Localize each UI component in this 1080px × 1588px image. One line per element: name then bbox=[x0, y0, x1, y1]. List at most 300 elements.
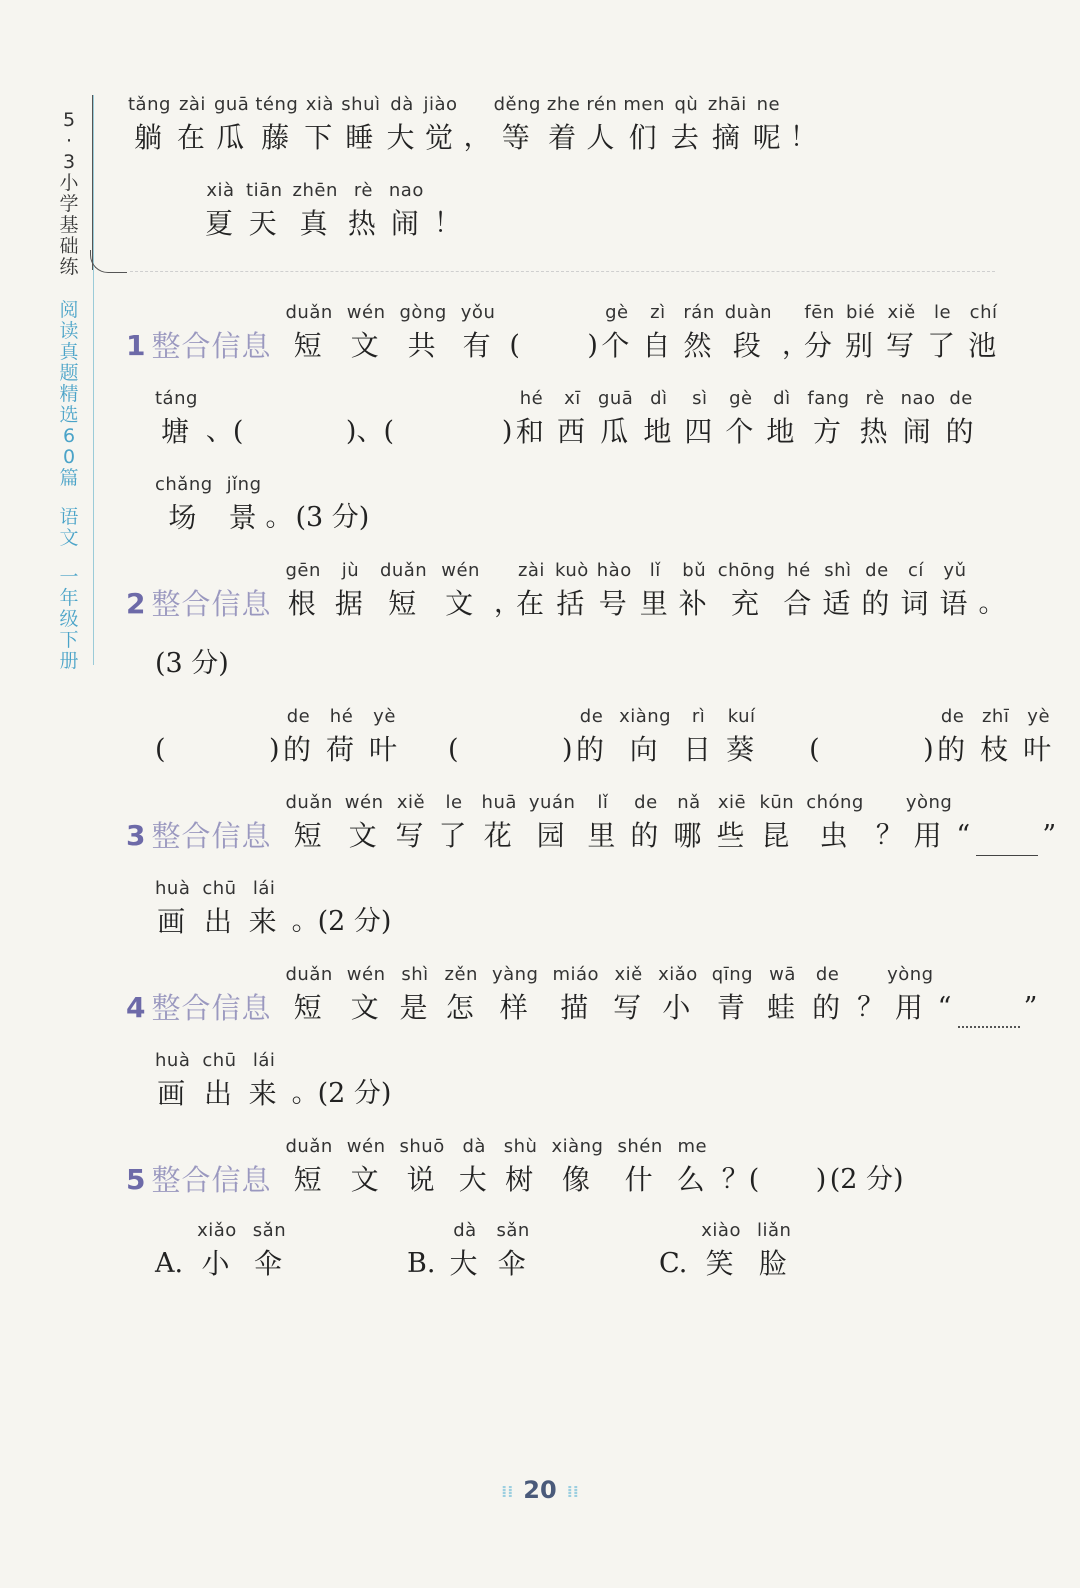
punctuation: 。 bbox=[978, 588, 1006, 619]
ruby-char bbox=[939, 558, 970, 624]
hanzi: 躺 bbox=[133, 121, 165, 154]
pinyin: yòng bbox=[905, 792, 953, 813]
ruby-char bbox=[341, 92, 380, 158]
pinyin: sǎn bbox=[252, 1220, 287, 1241]
question-score: (3 分) bbox=[155, 648, 229, 679]
question-1-line-3 bbox=[155, 472, 369, 538]
hanzi: 在 bbox=[515, 587, 547, 620]
punctuation: “ bbox=[937, 992, 952, 1023]
hanzi: 小 bbox=[662, 991, 694, 1024]
pinyin: kūn bbox=[759, 792, 795, 813]
ruby-char bbox=[725, 386, 756, 452]
hanzi: 短 bbox=[293, 329, 325, 362]
ruby-char bbox=[673, 790, 704, 856]
pinyin: nao bbox=[388, 180, 424, 201]
hanzi: 等 bbox=[501, 121, 533, 154]
pinyin: chí bbox=[969, 302, 998, 323]
hanzi: 里 bbox=[587, 819, 619, 852]
pinyin: yuán bbox=[528, 792, 576, 813]
ruby-char bbox=[155, 472, 213, 538]
sidebar-series-char bbox=[59, 553, 61, 563]
pinyin: lǐ bbox=[649, 560, 661, 581]
sidebar-series-char: 册 bbox=[59, 650, 79, 672]
ruby-char bbox=[557, 386, 588, 452]
sidebar-brand-char: 5 bbox=[62, 109, 76, 131]
pinyin: rè bbox=[353, 180, 373, 201]
hanzi: 园 bbox=[536, 819, 568, 852]
hanzi: 适 bbox=[822, 587, 854, 620]
question-4 bbox=[126, 962, 1040, 1028]
pinyin: zhī bbox=[981, 706, 1010, 727]
ruby-char bbox=[845, 300, 876, 366]
hanzi: 摘 bbox=[711, 121, 743, 154]
pinyin: shuì bbox=[341, 94, 381, 115]
question-3 bbox=[126, 790, 1058, 856]
pinyin: jù bbox=[341, 560, 360, 581]
pinyin: hào bbox=[596, 560, 632, 581]
hanzi: 蛙 bbox=[767, 991, 799, 1024]
sidebar-series-char: 精 bbox=[59, 383, 79, 405]
sidebar-divider bbox=[93, 95, 94, 665]
punctuation: 。 bbox=[291, 906, 319, 937]
hanzi: 热 bbox=[347, 207, 379, 240]
ruby-char bbox=[759, 790, 794, 856]
sidebar-series-char: 文 bbox=[59, 527, 79, 549]
hanzi: 方 bbox=[812, 415, 844, 448]
hanzi: 共 bbox=[407, 329, 439, 362]
question-number: 3 bbox=[126, 819, 146, 852]
ruby-char bbox=[677, 1134, 708, 1200]
hanzi: 充 bbox=[731, 587, 763, 620]
hanzi: 写 bbox=[886, 329, 918, 362]
sidebar-series-char: 年 bbox=[59, 587, 79, 609]
pinyin: duǎn bbox=[285, 1136, 333, 1157]
punctuation: ) bbox=[269, 734, 280, 765]
ruby-char bbox=[887, 962, 934, 1028]
hanzi: 个 bbox=[725, 415, 757, 448]
option-b[interactable] bbox=[407, 1218, 659, 1284]
pinyin: yàng bbox=[491, 964, 539, 985]
sidebar-series-char: 篇 bbox=[59, 467, 79, 489]
ruby-char bbox=[529, 790, 576, 856]
hanzi: 写 bbox=[613, 991, 645, 1024]
ruby-char bbox=[155, 876, 190, 942]
pinyin: xià bbox=[206, 180, 235, 201]
pinyin: zì bbox=[650, 302, 666, 323]
sidebar-series-char: 语 bbox=[59, 506, 79, 528]
ruby-char bbox=[683, 704, 714, 770]
sidebar-brand-char: · bbox=[65, 130, 73, 152]
pinyin: le bbox=[445, 792, 463, 813]
pinyin: nao bbox=[900, 388, 936, 409]
pinyin: xiàng bbox=[619, 706, 672, 727]
hanzi: 呢 bbox=[752, 121, 784, 154]
pinyin: wén bbox=[441, 560, 480, 581]
pinyin: lái bbox=[252, 878, 276, 899]
passage-line-1 bbox=[128, 92, 820, 158]
hanzi: 合 bbox=[783, 587, 815, 620]
hanzi: 叶 bbox=[1023, 733, 1055, 766]
pinyin: huà bbox=[155, 878, 191, 899]
hanzi: 短 bbox=[293, 819, 325, 852]
ruby-char bbox=[576, 704, 607, 770]
ruby-char bbox=[630, 790, 661, 856]
hanzi: 短 bbox=[293, 991, 325, 1024]
pinyin: dà bbox=[453, 1220, 477, 1241]
hanzi: 瓜 bbox=[600, 415, 632, 448]
pinyin: dà bbox=[462, 1136, 486, 1157]
hanzi: 景 bbox=[228, 501, 260, 534]
ruby-char bbox=[445, 962, 478, 1028]
question-score: (2 分) bbox=[829, 1164, 904, 1195]
ruby-char bbox=[155, 386, 198, 452]
pinyin: kuí bbox=[727, 706, 756, 727]
pinyin: gè bbox=[729, 388, 753, 409]
ruby-char bbox=[400, 962, 431, 1028]
pinyin: ne bbox=[756, 94, 781, 115]
hanzi: 怎 bbox=[445, 991, 477, 1024]
pinyin: wén bbox=[344, 792, 384, 813]
hanzi: 补 bbox=[678, 587, 710, 620]
punctuation: “ bbox=[956, 820, 971, 851]
hanzi: 虫 bbox=[819, 819, 851, 852]
sidebar-series-char: 选 bbox=[59, 404, 79, 426]
hanzi: 的 bbox=[937, 733, 969, 766]
ruby-char bbox=[601, 300, 632, 366]
hanzi: 文 bbox=[350, 1163, 382, 1196]
hanzi: 出 bbox=[203, 1077, 235, 1110]
hanzi: 用 bbox=[894, 991, 926, 1024]
hanzi: 热 bbox=[859, 415, 891, 448]
sidebar-series-char: 阅 bbox=[59, 299, 79, 321]
pinyin: bié bbox=[846, 302, 876, 323]
question-number: 1 bbox=[126, 329, 146, 362]
ruby-char bbox=[246, 178, 283, 244]
ruby-char bbox=[227, 472, 262, 538]
hanzi: 短 bbox=[388, 587, 420, 620]
hanzi: 括 bbox=[556, 587, 588, 620]
sidebar-brand bbox=[59, 110, 78, 278]
pinyin: qīng bbox=[711, 964, 754, 985]
section-divider bbox=[130, 271, 995, 272]
pinyin: duǎn bbox=[285, 302, 333, 323]
pinyin: rén bbox=[586, 94, 618, 115]
ruby-char bbox=[253, 1218, 286, 1284]
pinyin: lái bbox=[252, 1050, 276, 1071]
punctuation: ) bbox=[501, 416, 513, 447]
pinyin: nǎ bbox=[677, 792, 701, 813]
hanzi: 大 bbox=[449, 1247, 481, 1280]
sidebar-series-char bbox=[59, 493, 61, 503]
hanzi: 着 bbox=[548, 121, 580, 154]
sidebar-series-char: 级 bbox=[59, 608, 79, 630]
ruby-char bbox=[683, 300, 714, 366]
pinyin: yè bbox=[1027, 706, 1051, 727]
hanzi: 地 bbox=[643, 415, 675, 448]
wavy-line-mark bbox=[958, 1000, 1020, 1028]
ruby-char bbox=[623, 92, 665, 158]
question-tag: 整合信息 bbox=[151, 991, 272, 1025]
pinyin: rán bbox=[683, 302, 715, 323]
pinyin: zhāi bbox=[707, 94, 747, 115]
ruby-char bbox=[640, 558, 671, 624]
question-2-fill-in bbox=[155, 704, 1066, 770]
passage-line-2 bbox=[205, 178, 464, 244]
ruby-char bbox=[155, 1048, 190, 1114]
ruby-char bbox=[901, 386, 936, 452]
ruby-char bbox=[205, 178, 236, 244]
hanzi: 样 bbox=[499, 991, 531, 1024]
punctuation: ( bbox=[448, 734, 459, 765]
hanzi: 枝 bbox=[980, 733, 1012, 766]
hanzi: 文 bbox=[350, 329, 382, 362]
question-1-line-2 bbox=[155, 386, 987, 452]
ruby-char bbox=[597, 558, 632, 624]
question-5 bbox=[126, 1134, 904, 1200]
ruby-char bbox=[716, 790, 747, 856]
hanzi: 大 bbox=[386, 121, 418, 154]
ruby-char bbox=[347, 962, 386, 1028]
ruby-char bbox=[326, 704, 357, 770]
pinyin: tǎng bbox=[128, 94, 171, 115]
pinyin: xiě bbox=[396, 792, 426, 813]
pinyin: yè bbox=[373, 706, 396, 727]
ruby-char bbox=[552, 962, 599, 1028]
pinyin: duàn bbox=[724, 302, 773, 323]
pinyin: fēn bbox=[804, 302, 835, 323]
hanzi: 文 bbox=[445, 587, 477, 620]
pinyin: duǎn bbox=[379, 560, 428, 581]
pinyin: dì bbox=[650, 388, 668, 409]
ruby-char bbox=[718, 558, 776, 624]
ruby-char bbox=[753, 92, 784, 158]
option-a[interactable] bbox=[155, 1218, 407, 1284]
hanzi: 日 bbox=[683, 733, 715, 766]
ruby-char bbox=[396, 790, 427, 856]
ruby-char bbox=[516, 558, 547, 624]
hanzi: 了 bbox=[927, 329, 959, 362]
punctuation: ？ bbox=[875, 820, 903, 851]
pinyin: wén bbox=[346, 1136, 386, 1157]
ruby-char bbox=[586, 92, 617, 158]
pinyin: de bbox=[949, 388, 973, 409]
pinyin: shì bbox=[824, 560, 852, 581]
punctuation: )、( bbox=[345, 416, 394, 447]
underline-mark bbox=[976, 829, 1038, 856]
ruby-char bbox=[617, 1134, 662, 1200]
ruby-char bbox=[767, 962, 798, 1028]
ruby-char bbox=[197, 1218, 237, 1284]
punctuation: ) bbox=[562, 734, 573, 765]
ruby-char bbox=[613, 962, 644, 1028]
hanzi: 去 bbox=[670, 121, 702, 154]
pinyin: wén bbox=[346, 964, 386, 985]
pinyin: yǒu bbox=[460, 302, 496, 323]
option-letter: A. bbox=[155, 1248, 184, 1279]
ruby-char bbox=[946, 386, 977, 452]
pinyin: huà bbox=[155, 1050, 191, 1071]
sidebar-series-char: 真 bbox=[59, 341, 79, 363]
hanzi: 们 bbox=[628, 121, 660, 154]
ruby-char bbox=[725, 300, 772, 366]
pinyin: zhēn bbox=[292, 180, 338, 201]
punctuation: ， bbox=[493, 588, 521, 619]
hanzi: 闹 bbox=[390, 207, 422, 240]
punctuation: ” bbox=[1042, 820, 1057, 851]
hanzi: 里 bbox=[639, 587, 671, 620]
hanzi: 在 bbox=[176, 121, 208, 154]
pinyin: gēn bbox=[285, 560, 321, 581]
hanzi: 叶 bbox=[369, 733, 401, 766]
passage-bracket bbox=[92, 95, 93, 270]
sidebar-series-char: 0 bbox=[62, 446, 76, 468]
pinyin: chū bbox=[202, 1050, 237, 1071]
question-5-options bbox=[155, 1218, 807, 1284]
ruby-char bbox=[860, 386, 891, 452]
hanzi: 词 bbox=[900, 587, 932, 620]
ruby-char bbox=[286, 300, 333, 366]
ruby-char bbox=[347, 300, 386, 366]
hanzi: 花 bbox=[483, 819, 515, 852]
ruby-char bbox=[286, 790, 333, 856]
ruby-char bbox=[424, 92, 458, 158]
hanzi: 荷 bbox=[326, 733, 358, 766]
ruby-char bbox=[757, 1218, 791, 1284]
question-4-line-2 bbox=[155, 1048, 391, 1114]
punctuation: ， bbox=[782, 330, 810, 361]
punctuation: ) bbox=[923, 734, 934, 765]
punctuation: ！ bbox=[789, 122, 817, 153]
pinyin: men bbox=[623, 94, 665, 115]
punctuation: ) bbox=[587, 330, 598, 361]
hanzi: 夏 bbox=[205, 207, 237, 240]
ruby-char bbox=[679, 558, 710, 624]
hanzi: 西 bbox=[556, 415, 588, 448]
pinyin: huā bbox=[481, 792, 517, 813]
pinyin: gè bbox=[605, 302, 629, 323]
ruby-char bbox=[598, 386, 633, 452]
pinyin: cí bbox=[907, 560, 924, 581]
ruby-char bbox=[380, 558, 427, 624]
question-tag: 整合信息 bbox=[151, 1163, 272, 1197]
hanzi: 觉 bbox=[425, 121, 457, 154]
question-1 bbox=[126, 300, 1009, 366]
pinyin: téng bbox=[255, 94, 299, 115]
pinyin: jǐng bbox=[226, 474, 262, 495]
pinyin: xī bbox=[564, 388, 581, 409]
pinyin: hé bbox=[329, 706, 354, 727]
pinyin: zài bbox=[178, 94, 206, 115]
ruby-char bbox=[369, 704, 400, 770]
hanzi: 昆 bbox=[761, 819, 793, 852]
pinyin: xiē bbox=[717, 792, 747, 813]
sidebar bbox=[56, 110, 82, 672]
ruby-char bbox=[927, 300, 958, 366]
hanzi: 画 bbox=[157, 1077, 189, 1110]
option-c[interactable] bbox=[659, 1218, 807, 1284]
punctuation: ？( bbox=[721, 1164, 760, 1195]
question-2 bbox=[126, 558, 1004, 624]
ruby-char bbox=[783, 558, 814, 624]
hanzi: 用 bbox=[913, 819, 945, 852]
ruby-char bbox=[822, 558, 853, 624]
ruby-char bbox=[249, 1048, 280, 1114]
ruby-char bbox=[255, 92, 298, 158]
pinyin: xiǎo bbox=[197, 1220, 237, 1241]
pinyin: hé bbox=[787, 560, 811, 581]
hanzi: 闹 bbox=[902, 415, 934, 448]
hanzi: 文 bbox=[350, 991, 382, 1024]
ruby-char bbox=[937, 704, 968, 770]
hanzi: 号 bbox=[598, 587, 630, 620]
pinyin: xiě bbox=[887, 302, 916, 323]
pinyin: chóng bbox=[806, 792, 864, 813]
ruby-char bbox=[555, 558, 589, 624]
hanzi: 人 bbox=[586, 121, 618, 154]
hanzi: 什 bbox=[624, 1163, 656, 1196]
hanzi: 么 bbox=[676, 1163, 708, 1196]
pinyin: dà bbox=[390, 94, 414, 115]
ruby-char bbox=[482, 790, 517, 856]
pinyin: dì bbox=[773, 388, 791, 409]
ruby-char bbox=[804, 300, 835, 366]
hanzi: 分 bbox=[804, 329, 836, 362]
pinyin: wén bbox=[346, 302, 386, 323]
hanzi: 睡 bbox=[345, 121, 377, 154]
question-score: (2 分) bbox=[317, 1078, 392, 1109]
ruby-char bbox=[492, 962, 539, 1028]
ruby-char bbox=[286, 558, 321, 624]
pinyin: chōng bbox=[717, 560, 776, 581]
page-number: 20 bbox=[523, 1476, 557, 1504]
pinyin: xiě bbox=[614, 964, 643, 985]
pinyin: liǎn bbox=[756, 1220, 792, 1241]
punctuation: ！ bbox=[433, 208, 461, 239]
pinyin: chǎng bbox=[155, 474, 213, 495]
ruby-char bbox=[304, 92, 335, 158]
ruby-char bbox=[906, 790, 953, 856]
sidebar-series-char: 一 bbox=[59, 566, 79, 588]
question-score: (3 分) bbox=[295, 502, 370, 533]
hanzi: 的 bbox=[812, 991, 844, 1024]
hanzi: 塘 bbox=[160, 415, 192, 448]
pinyin: duǎn bbox=[285, 964, 333, 985]
sidebar-series-char: 下 bbox=[59, 629, 79, 651]
hanzi: 青 bbox=[716, 991, 748, 1024]
pinyin: guā bbox=[213, 94, 250, 115]
ruby-char bbox=[496, 1218, 529, 1284]
pinyin: fang bbox=[807, 388, 850, 409]
question-2-score bbox=[155, 644, 229, 684]
hanzi: 的 bbox=[576, 733, 608, 766]
ruby-char bbox=[658, 962, 698, 1028]
pinyin: jiào bbox=[423, 94, 458, 115]
pinyin: de bbox=[634, 792, 658, 813]
pinyin: de bbox=[940, 706, 965, 727]
hanzi: 短 bbox=[293, 1163, 325, 1196]
punctuation: ( bbox=[809, 734, 820, 765]
hanzi: 段 bbox=[732, 329, 764, 362]
footer-dots-right-icon: ⁞⁞ bbox=[566, 1481, 579, 1501]
ruby-char bbox=[726, 704, 757, 770]
ruby-char bbox=[286, 1134, 333, 1200]
hanzi: 些 bbox=[716, 819, 748, 852]
hanzi: 瓜 bbox=[216, 121, 248, 154]
question-tag: 整合信息 bbox=[151, 587, 272, 621]
ruby-char bbox=[671, 92, 702, 158]
question-tag: 整合信息 bbox=[151, 329, 272, 363]
hanzi: 画 bbox=[157, 905, 189, 938]
